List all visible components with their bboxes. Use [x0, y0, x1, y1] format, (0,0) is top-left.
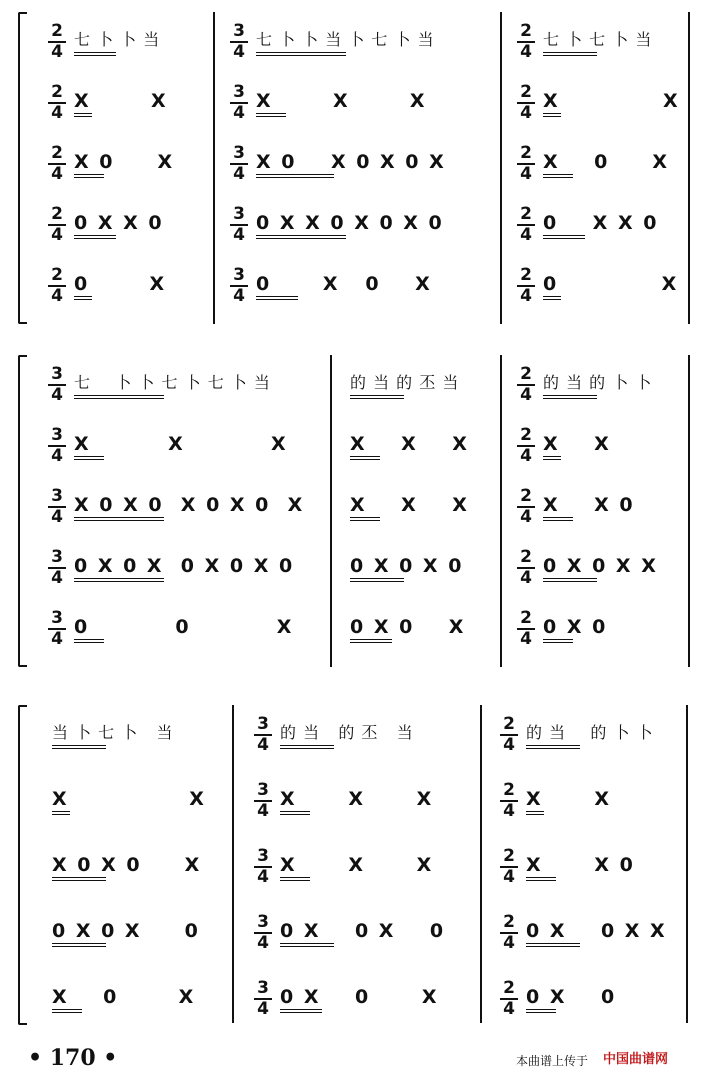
time-signature-numerator: 3 [254, 716, 272, 736]
time-signature-numerator: 2 [517, 84, 535, 104]
rhythm-notation: X X 0 [526, 854, 635, 876]
time-signature-denominator: 4 [503, 801, 515, 821]
time-signature [48, 267, 66, 305]
time-signature [517, 427, 535, 465]
beam-underline [74, 639, 104, 643]
time-signature-numerator: 3 [254, 914, 272, 934]
time-signature [517, 549, 535, 587]
time-signature [48, 488, 66, 526]
gong-notation: 七 卜 卜 当 卜 七 卜 当 [256, 30, 435, 49]
time-signature-denominator: 4 [233, 103, 245, 123]
time-signature-numerator: 2 [517, 206, 535, 226]
score-row [0, 973, 707, 1021]
score-row [0, 359, 707, 407]
time-signature [517, 267, 535, 305]
beam-underline [74, 52, 116, 56]
beam-underline [526, 745, 580, 749]
time-signature-denominator: 4 [51, 507, 63, 527]
time-signature [48, 549, 66, 587]
rhythm-notation: 0 X [74, 273, 167, 295]
time-signature [48, 84, 66, 122]
rhythm-notation: 0 X X 0 [543, 212, 659, 234]
beam-underline [280, 877, 310, 881]
score-row [0, 603, 707, 651]
time-signature [48, 206, 66, 244]
beam-underline [543, 456, 561, 460]
time-signature-denominator: 4 [520, 164, 532, 184]
time-signature [254, 716, 272, 754]
score-row [0, 542, 707, 590]
time-signature [230, 84, 248, 122]
time-signature-denominator: 4 [520, 42, 532, 62]
beam-underline [52, 943, 106, 947]
rhythm-notation: X X [543, 90, 680, 112]
rhythm-notation: 0 X X 0 X 0 X 0 [256, 212, 444, 234]
beam-underline [350, 456, 380, 460]
time-signature-numerator: 2 [48, 84, 66, 104]
time-signature-denominator: 4 [233, 286, 245, 306]
rhythm-notation: X X X [256, 90, 427, 112]
time-signature-numerator: 2 [500, 782, 518, 802]
time-signature [517, 84, 535, 122]
beam-underline [256, 296, 298, 300]
time-signature-numerator: 3 [230, 23, 248, 43]
beam-underline [350, 578, 404, 582]
beam-underline [74, 517, 164, 521]
rhythm-notation: X X X [350, 494, 469, 516]
rhythm-notation: X X X [74, 433, 288, 455]
beam-underline [280, 1009, 322, 1013]
time-signature [500, 782, 518, 820]
beam-underline [280, 943, 334, 947]
time-signature-denominator: 4 [520, 446, 532, 466]
time-signature-denominator: 4 [503, 933, 515, 953]
time-signature [254, 782, 272, 820]
time-signature-denominator: 4 [520, 225, 532, 245]
rhythm-notation: X X 0 [543, 494, 635, 516]
time-signature [230, 267, 248, 305]
time-signature-numerator: 2 [517, 427, 535, 447]
score-row [0, 420, 707, 468]
time-signature-denominator: 4 [257, 735, 269, 755]
rhythm-notation: 0 X 0 [526, 986, 617, 1008]
rhythm-notation: 0 X 0 X 0 X 0 X 0 [74, 555, 295, 577]
time-signature [254, 914, 272, 952]
site-logo[interactable]: 中国曲谱网 [603, 1052, 669, 1067]
rhythm-notation: X X [52, 788, 206, 810]
beam-underline [350, 517, 380, 521]
beam-underline [74, 296, 92, 300]
score-row [0, 709, 707, 757]
beam-underline [543, 517, 573, 521]
beam-underline [350, 639, 392, 643]
time-signature [517, 488, 535, 526]
beam-underline [543, 639, 573, 643]
time-signature-numerator: 3 [254, 782, 272, 802]
beam-underline [543, 113, 561, 117]
time-signature-denominator: 4 [503, 867, 515, 887]
gong-notation: 的 当 的 卜 卜 [543, 373, 653, 392]
time-signature-denominator: 4 [233, 164, 245, 184]
time-signature-numerator: 3 [254, 980, 272, 1000]
rhythm-notation: X 0 X 0 X 0 X [256, 151, 446, 173]
gong-notation: 当 卜 七 卜 当 [52, 723, 174, 742]
beam-underline [526, 811, 544, 815]
time-signature [500, 914, 518, 952]
upload-note: 本曲谱上传于 [516, 1054, 589, 1068]
score-row [0, 841, 707, 889]
beam-underline [74, 113, 92, 117]
rhythm-notation: X X X [280, 854, 434, 876]
time-signature-denominator: 4 [257, 933, 269, 953]
time-signature [230, 23, 248, 61]
beam-underline [543, 235, 585, 239]
time-signature [48, 610, 66, 648]
time-signature-denominator: 4 [51, 446, 63, 466]
beam-underline [526, 877, 556, 881]
beam-underline [280, 811, 310, 815]
time-signature-denominator: 4 [520, 507, 532, 527]
time-signature [48, 427, 66, 465]
time-signature-numerator: 2 [48, 267, 66, 287]
beam-underline [52, 811, 70, 815]
time-signature [517, 145, 535, 183]
beam-underline [543, 52, 597, 56]
beam-underline [256, 113, 286, 117]
time-signature-numerator: 2 [517, 145, 535, 165]
time-signature [48, 145, 66, 183]
rhythm-notation: 0 X 0 X 0 [280, 920, 446, 942]
time-signature-numerator: 2 [48, 206, 66, 226]
score-row [0, 775, 707, 823]
gong-notation: 七 卜 七 卜 当 [543, 30, 653, 49]
time-signature [230, 145, 248, 183]
beam-underline [543, 578, 597, 582]
time-signature-numerator: 2 [500, 848, 518, 868]
gong-notation: 的 当 的 卜 卜 [526, 723, 654, 742]
rhythm-notation: X X [526, 788, 611, 810]
beam-underline [52, 877, 106, 881]
time-signature-numerator: 2 [500, 914, 518, 934]
time-signature-numerator: 2 [517, 366, 535, 386]
time-signature-numerator: 3 [230, 206, 248, 226]
time-signature [517, 23, 535, 61]
time-signature-denominator: 4 [51, 103, 63, 123]
time-signature [230, 206, 248, 244]
time-signature [48, 23, 66, 61]
time-signature-denominator: 4 [503, 999, 515, 1019]
time-signature-denominator: 4 [51, 568, 63, 588]
time-signature-numerator: 3 [230, 84, 248, 104]
time-signature-numerator: 3 [48, 366, 66, 386]
beam-underline [350, 395, 404, 399]
time-signature [517, 206, 535, 244]
time-signature-denominator: 4 [520, 286, 532, 306]
time-signature-numerator: 3 [48, 427, 66, 447]
time-signature [500, 848, 518, 886]
page-number: • 170 • [28, 1045, 118, 1071]
rhythm-notation: 0 X 0 X X [543, 555, 658, 577]
beam-underline [526, 943, 580, 947]
time-signature-denominator: 4 [520, 568, 532, 588]
beam-underline [526, 1009, 556, 1013]
time-signature-numerator: 2 [48, 145, 66, 165]
rhythm-notation: 0 X 0 [543, 616, 608, 638]
rhythm-notation: 0 X 0 X 0 [350, 555, 464, 577]
rhythm-notation: X 0 X [74, 151, 175, 173]
time-signature [254, 980, 272, 1018]
rhythm-notation: 0 X X 0 [74, 212, 164, 234]
time-signature-numerator: 2 [500, 980, 518, 1000]
gong-notation: 的 当 的 丕 当 [280, 723, 414, 742]
rhythm-notation: X 0 X [52, 986, 196, 1008]
rhythm-notation: 0 X 0 X [280, 986, 439, 1008]
time-signature-denominator: 4 [51, 286, 63, 306]
rhythm-notation: X 0 X 0 X 0 X 0 X [74, 494, 305, 516]
time-signature-denominator: 4 [51, 225, 63, 245]
time-signature-numerator: 2 [500, 716, 518, 736]
beam-underline [74, 578, 164, 582]
time-signature [500, 716, 518, 754]
gong-notation: 的 当 的 丕 当 [350, 373, 460, 392]
time-signature-denominator: 4 [233, 42, 245, 62]
time-signature-numerator: 3 [230, 267, 248, 287]
time-signature [48, 366, 66, 404]
time-signature-numerator: 2 [517, 549, 535, 569]
beam-underline [74, 395, 164, 399]
time-signature-denominator: 4 [51, 42, 63, 62]
time-signature-numerator: 3 [48, 488, 66, 508]
beam-underline [280, 745, 334, 749]
rhythm-notation: X 0 X [543, 151, 670, 173]
time-signature-denominator: 4 [257, 999, 269, 1019]
time-signature-denominator: 4 [520, 385, 532, 405]
rhythm-notation: 0 0 X [74, 616, 294, 638]
beam-underline [74, 235, 116, 239]
time-signature-denominator: 4 [257, 801, 269, 821]
score-row [0, 138, 707, 186]
time-signature-numerator: 2 [517, 610, 535, 630]
score-row [0, 260, 707, 308]
time-signature-numerator: 2 [517, 267, 535, 287]
beam-underline [74, 174, 104, 178]
time-signature [517, 366, 535, 404]
score-row [0, 199, 707, 247]
score-row [0, 907, 707, 955]
rhythm-notation: X X X [280, 788, 434, 810]
time-signature-numerator: 2 [48, 23, 66, 43]
time-signature-numerator: 2 [517, 23, 535, 43]
rhythm-notation: X 0 X 0 X [52, 854, 202, 876]
beam-underline [256, 174, 334, 178]
beam-underline [543, 296, 561, 300]
time-signature [517, 610, 535, 648]
beam-underline [52, 1009, 82, 1013]
rhythm-notation: X X [74, 90, 168, 112]
time-signature-numerator: 3 [48, 610, 66, 630]
rhythm-notation: X X X [350, 433, 469, 455]
beam-underline [256, 235, 346, 239]
rhythm-notation: 0 X [543, 273, 679, 295]
time-signature-denominator: 4 [233, 225, 245, 245]
beam-underline [543, 395, 597, 399]
time-signature-denominator: 4 [51, 385, 63, 405]
rhythm-notation: 0 X 0 X 0 [52, 920, 200, 942]
score-row [0, 16, 707, 64]
time-signature-numerator: 3 [48, 549, 66, 569]
gong-notation: 七 卜 卜 七 卜 七 卜 当 [74, 373, 271, 392]
time-signature-denominator: 4 [520, 629, 532, 649]
time-signature [500, 980, 518, 1018]
time-signature [254, 848, 272, 886]
rhythm-notation: 0 X 0 X X [526, 920, 667, 942]
score-row [0, 77, 707, 125]
time-signature-denominator: 4 [51, 629, 63, 649]
time-signature-numerator: 3 [254, 848, 272, 868]
gong-notation: 七 卜 卜 当 [74, 30, 161, 49]
beam-underline [74, 456, 104, 460]
time-signature-denominator: 4 [520, 103, 532, 123]
rhythm-notation: 0 X 0 X [350, 616, 466, 638]
beam-underline [52, 745, 106, 749]
rhythm-notation: X X [543, 433, 611, 455]
time-signature-numerator: 2 [517, 488, 535, 508]
beam-underline [256, 52, 346, 56]
rhythm-notation: 0 X 0 X [256, 273, 432, 295]
score-row [0, 481, 707, 529]
time-signature-numerator: 3 [230, 145, 248, 165]
time-signature-denominator: 4 [503, 735, 515, 755]
time-signature-denominator: 4 [257, 867, 269, 887]
time-signature-denominator: 4 [51, 164, 63, 184]
beam-underline [543, 174, 573, 178]
